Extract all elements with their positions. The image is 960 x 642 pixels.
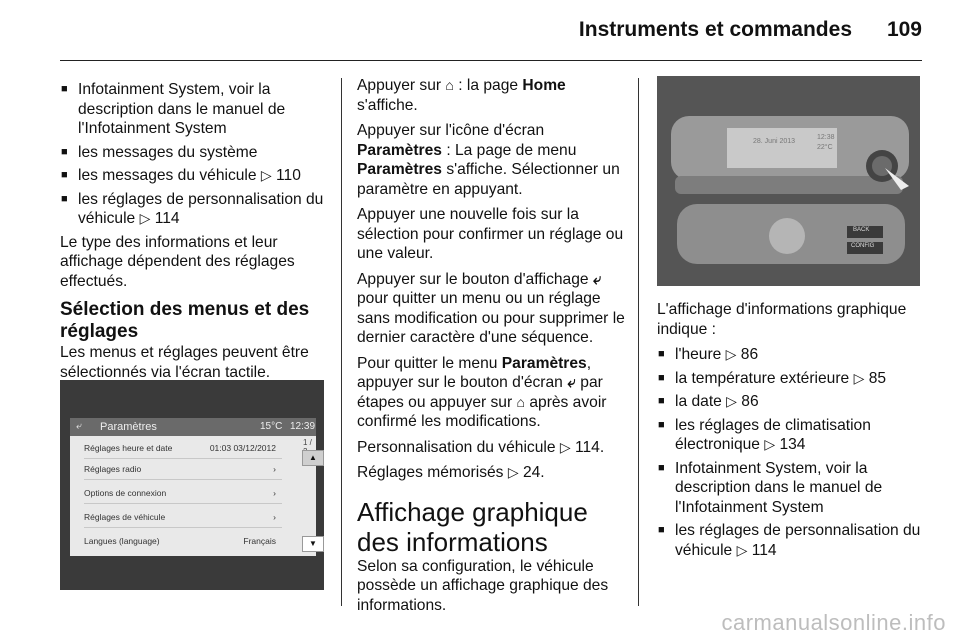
page-ref-icon: ▷ xyxy=(559,438,571,455)
list-item: ■ la date ▷ 86 xyxy=(657,392,925,412)
page-ref[interactable]: 24. xyxy=(522,464,545,481)
right-column xyxy=(657,300,925,564)
screen-row: Réglages radio › xyxy=(84,459,282,480)
page-ref[interactable]: 86 xyxy=(740,346,759,363)
list-item xyxy=(60,190,328,229)
page-ref-icon: ▷ xyxy=(725,346,737,362)
back-icon: ⤶ xyxy=(76,421,82,432)
page-ref-icon: ▷ xyxy=(764,436,776,452)
page-ref[interactable]: 86 xyxy=(741,393,759,410)
screen-title: Paramètres xyxy=(100,421,157,433)
watermark: carmanualsonline.info xyxy=(721,610,946,635)
list-item: ■ la température extérieure ▷ 85 xyxy=(657,369,925,389)
page-ref[interactable]: 134 xyxy=(779,436,806,453)
left-bullet-list xyxy=(60,80,328,229)
page-ref[interactable]: 114 xyxy=(751,541,777,559)
list-item: ■ Infotainment System, voir la description dans le manuel de l'Infotainment System xyxy=(60,80,328,139)
list-item: ■ Infotainment System, voir la description dans le manuel de l'Infotainment System xyxy=(657,459,925,518)
section-heading: Sélection des menus et des réglages xyxy=(60,299,310,342)
paragraph: L'affichage d'informations graphique indique : xyxy=(657,301,907,338)
list-item: ■ l'heure ▷ 86 xyxy=(657,345,925,365)
page-title: Instruments et commandes xyxy=(578,18,852,41)
page-header xyxy=(0,14,960,48)
page-ref[interactable]: 85 xyxy=(868,369,887,387)
list-item-text: les messages du véhicule xyxy=(78,167,257,184)
settings-screen-image xyxy=(60,380,324,590)
paragraph: Appuyer sur ⌂ : la page Home s'affiche. xyxy=(357,77,566,114)
page-ref-icon: ▷ xyxy=(853,369,865,386)
header-rule xyxy=(60,60,922,61)
dashboard-illustration xyxy=(657,76,920,286)
page-ref-icon: ▷ xyxy=(507,464,519,480)
screen-time: 12:39 xyxy=(290,421,316,432)
page-ref[interactable]: 114. xyxy=(575,438,605,456)
scroll-up-icon: ▲ xyxy=(302,450,324,466)
back-icon: ⤶ xyxy=(567,374,576,391)
list-item-text: les réglages de personnalisation du véhicule xyxy=(78,190,324,227)
page-ref-icon: ▷ xyxy=(260,167,272,183)
column-divider xyxy=(341,78,342,606)
paragraph: Pour quitter le menu Paramètres, appuyer sur le bouton d'écran ⤶ par étapes ou appuyer sur ⌂ après avoir confirmé les modifications. xyxy=(357,354,607,430)
paragraph: Appuyer sur l'icône d'écran Paramètres : La page de menu Paramètres s'affiche. Sélectionner un paramètre en appuyant. xyxy=(357,122,620,198)
screen-page-indicator: 1 / xyxy=(303,438,312,447)
paragraph: Le type des informations et leur affichage dépendent des réglages effectués. xyxy=(60,233,295,290)
screen-row: Options de connexion › xyxy=(84,483,282,504)
screen-title-bar xyxy=(70,418,316,436)
column-divider xyxy=(638,78,639,606)
screen-panel xyxy=(70,436,316,556)
dashboard-photo xyxy=(657,76,920,286)
home-icon: ⌂ xyxy=(445,77,454,93)
paragraph: Appuyer une nouvelle fois sur la sélection pour confirmer un réglage ou une valeur. xyxy=(357,206,624,262)
page-ref[interactable]: 110 xyxy=(276,167,301,184)
list-item xyxy=(60,166,328,186)
middle-column xyxy=(357,76,625,621)
page-number: 109 xyxy=(886,18,922,41)
photo-time: 12:38 xyxy=(817,134,835,141)
section-heading: Affichage graphique des informations xyxy=(357,496,588,557)
photo-date: 28. Juni 2013 xyxy=(753,138,796,145)
screen-row: Réglages heure et date 01:03 03/12/2012 xyxy=(84,438,282,459)
photo-config-label: CONFIG xyxy=(851,243,875,249)
photo-back-label: BACK xyxy=(853,227,870,233)
right-bullet-list xyxy=(657,345,925,560)
list-item: ■ les messages du système xyxy=(60,143,328,163)
paragraph: Selon sa configuration, le véhicule possède un affichage graphique des informations. xyxy=(357,557,609,614)
list-item: ■ les réglages de personnalisation du véhicule ▷ 114 xyxy=(657,521,925,560)
screen-temp: 15°C xyxy=(260,421,283,432)
paragraph: Appuyer sur le bouton d'affichage ⤶ pour quitter un menu ou un réglage sans modification ou pour supprimer le dernier caractère d'une séquence. xyxy=(357,270,625,346)
home-icon: ⌂ xyxy=(516,393,525,410)
page-ref-icon: ▷ xyxy=(736,541,748,558)
screen-row: Réglages de véhicule › xyxy=(84,507,282,528)
photo-temp: 22°C xyxy=(817,144,833,151)
page-ref-icon: ▷ xyxy=(726,393,737,409)
scroll-down-icon: ▼ xyxy=(302,536,324,552)
screen-row: Langues (language) Français xyxy=(84,536,276,546)
paragraph: Réglages mémorisés ▷ 24. xyxy=(357,464,545,481)
list-item: ■ les réglages de climatisation électronique ▷ 134 xyxy=(657,416,925,455)
paragraph: Les menus et réglages peuvent être sélectionnés via l'écran tactile. xyxy=(60,344,309,381)
paragraph: Personnalisation du véhicule ▷ 114. xyxy=(357,438,605,456)
left-column xyxy=(60,80,328,388)
page-ref-icon: ▷ xyxy=(139,210,151,226)
page-ref[interactable]: 114 xyxy=(154,210,180,227)
back-icon: ⤶ xyxy=(592,270,602,288)
